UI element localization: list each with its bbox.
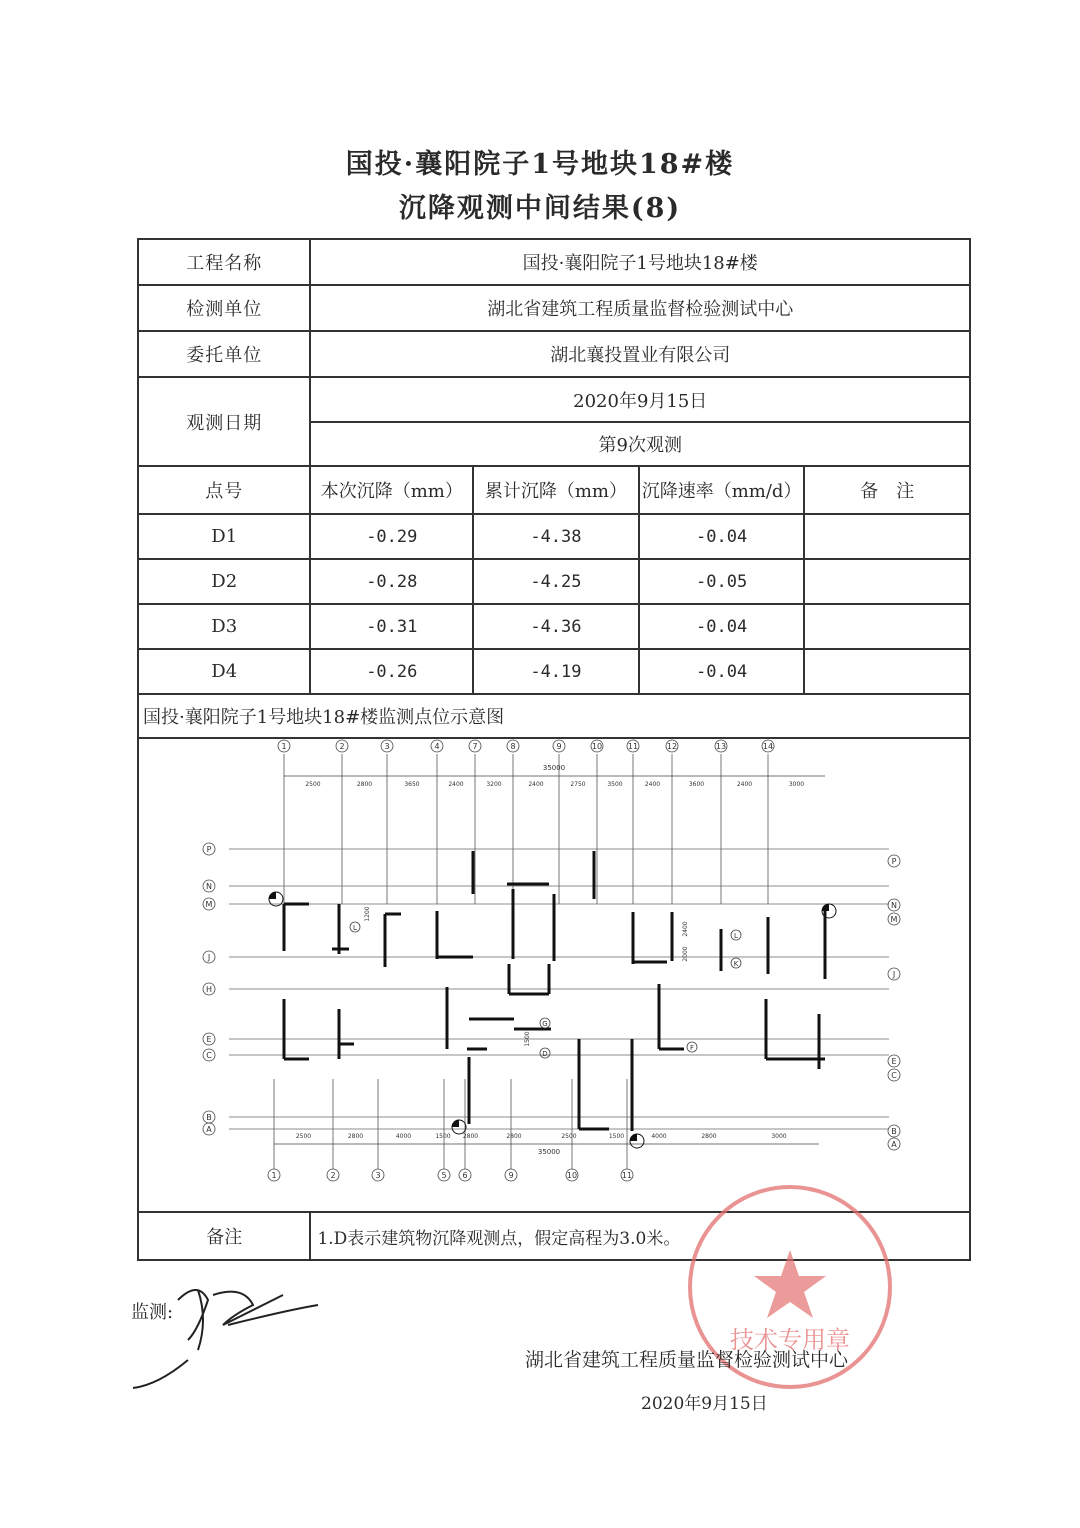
axis-label: B <box>206 1113 212 1122</box>
axis-label: N <box>206 882 212 891</box>
axis-label: 5 <box>441 1171 447 1180</box>
axis-label: P <box>206 845 212 854</box>
axis-label: E <box>206 1035 212 1044</box>
axis-label: 11 <box>621 1171 633 1180</box>
project-label: 工程名称 <box>138 239 310 285</box>
settlement-table <box>137 238 971 1261</box>
plan-title: 国投·襄阳院子1号地块18#楼监测点位示意图 <box>138 694 970 738</box>
current-settlement: -0.28 <box>310 559 473 604</box>
dimension-label: 2400 <box>736 781 753 788</box>
inner-dimension-label: 1500 <box>524 1031 531 1047</box>
inspector-row <box>138 285 970 331</box>
dimension-label: 1500 <box>608 1133 625 1140</box>
dimension-label: 4000 <box>395 1133 412 1140</box>
inner-axis-label: F <box>689 1044 695 1052</box>
project-row <box>138 239 970 285</box>
point-id: D4 <box>138 649 310 694</box>
plan-row <box>138 738 970 1212</box>
col-current: 本次沉降（mm） <box>310 466 473 514</box>
axis-label: N <box>891 901 897 910</box>
axis-label: 9 <box>508 1171 514 1180</box>
axis-label: P <box>891 857 897 866</box>
dimension-label: 2800 <box>356 781 373 788</box>
inner-axis-label: L <box>734 932 738 940</box>
point-id: D1 <box>138 514 310 559</box>
axis-label: H <box>205 985 213 994</box>
dimension-label: 2500 <box>305 781 321 788</box>
inspector-label: 检测单位 <box>138 285 310 331</box>
round-value: 第9次观测 <box>310 422 970 466</box>
axis-label: 11 <box>627 742 639 751</box>
point-note <box>804 559 970 604</box>
floor-plan-cell <box>138 738 970 1212</box>
axis-label: 3 <box>384 742 390 751</box>
remark-text: 1.D表示建筑物沉降观测点，假定高程为3.0米。 <box>310 1212 970 1260</box>
dimension-label: 2800 <box>506 1133 522 1140</box>
dimension-total: 35000 <box>542 764 566 772</box>
inner-dimension-label: 1200 <box>364 906 371 922</box>
dimension-label: 2750 <box>570 781 586 788</box>
axis-label: C <box>891 1071 897 1080</box>
axis-label: 7 <box>472 742 478 751</box>
date-row <box>138 377 970 422</box>
axis-label: 1 <box>281 742 287 751</box>
axis-label: B <box>891 1127 897 1136</box>
axis-label: 8 <box>510 742 516 751</box>
axis-label: 10 <box>591 742 603 751</box>
plan-title-row <box>138 694 970 738</box>
date-label: 观测日期 <box>138 377 310 466</box>
dimension-label: 2400 <box>644 781 661 788</box>
settlement-rate: -0.04 <box>639 604 805 649</box>
settlement-marker-fill <box>452 1120 459 1127</box>
inner-axis-label: D <box>542 1050 548 1058</box>
axis-label: 1 <box>271 1171 277 1180</box>
axis-label: 2 <box>330 1171 336 1180</box>
point-id: D3 <box>138 604 310 649</box>
inspector-value: 湖北省建筑工程质量监督检验测试中心 <box>310 285 970 331</box>
client-value: 湖北襄投置业有限公司 <box>310 331 970 377</box>
dimension-label: 2400 <box>528 781 544 788</box>
dimension-label: 4000 <box>651 1133 667 1140</box>
settlement-rate: -0.04 <box>639 649 805 694</box>
settlement-marker-fill <box>269 892 276 899</box>
axis-label: M <box>890 915 898 924</box>
table-header <box>138 466 970 514</box>
axis-label: 6 <box>462 1171 468 1180</box>
inner-axis-label: L <box>353 924 357 932</box>
dimension-label: 3600 <box>688 781 705 788</box>
current-settlement: -0.29 <box>310 514 473 559</box>
dimension-label: 3500 <box>607 781 623 788</box>
client-label: 委托单位 <box>138 331 310 377</box>
settlement-rate: -0.05 <box>639 559 805 604</box>
table-row <box>138 559 970 604</box>
axis-label: C <box>206 1051 212 1060</box>
point-id: D2 <box>138 559 310 604</box>
client-row <box>138 331 970 377</box>
stamp-footer: 技术专用章 <box>730 1326 850 1354</box>
axis-label: 9 <box>556 742 562 751</box>
dimension-label: 3650 <box>404 781 420 788</box>
axis-label: E <box>891 1057 897 1066</box>
point-note <box>804 604 970 649</box>
dimension-label: 3200 <box>486 781 502 788</box>
date-value: 2020年9月15日 <box>310 377 970 422</box>
settlement-marker-fill <box>630 1134 637 1141</box>
current-settlement: -0.31 <box>310 604 473 649</box>
axis-label: A <box>891 1140 897 1149</box>
report-subtitle: 沉降观测中间结果(8) <box>398 193 682 224</box>
signer-label: 监测: <box>131 1302 174 1323</box>
dimension-label: 2800 <box>347 1133 364 1140</box>
dimension-label: 2400 <box>448 781 464 788</box>
table-row <box>138 604 970 649</box>
remark-label: 备注 <box>138 1212 310 1260</box>
col-total: 累计沉降（mm） <box>473 466 639 514</box>
handwritten-signature <box>128 1270 328 1390</box>
axis-label: 12 <box>666 742 678 751</box>
total-settlement: -4.19 <box>473 649 639 694</box>
axis-label: 10 <box>566 1171 578 1180</box>
dimension-total: 35000 <box>537 1148 561 1156</box>
dimension-label: 2800 <box>462 1133 479 1140</box>
point-note <box>804 649 970 694</box>
inner-axis-label: K <box>733 960 739 968</box>
total-settlement: -4.36 <box>473 604 639 649</box>
col-rate: 沉降速率（mm/d） <box>639 466 805 514</box>
axis-label: 4 <box>434 742 440 751</box>
report-title: 国投·襄阳院子1号地块18#楼 <box>345 149 735 180</box>
col-point: 点号 <box>138 466 310 514</box>
point-note <box>804 514 970 559</box>
issue-date: 2020年9月15日 <box>641 1394 768 1414</box>
axis-label: A <box>206 1125 212 1134</box>
inner-dimension-label: 2400 <box>682 921 689 937</box>
dimension-label: 3000 <box>788 781 805 788</box>
axis-label: 3 <box>375 1171 381 1180</box>
inner-axis-label: G <box>542 1020 548 1028</box>
axis-label: M <box>205 900 213 909</box>
axis-label: J <box>207 953 211 962</box>
floor-plan-diagram <box>139 739 969 1211</box>
inner-dimension-label: 2000 <box>682 946 689 962</box>
dimension-label: 2800 <box>701 1133 717 1140</box>
settlement-marker-fill <box>822 904 829 911</box>
dimension-label: 3000 <box>771 1133 787 1140</box>
dimension-label: 1500 <box>435 1133 451 1140</box>
axis-label: J <box>892 970 896 979</box>
settlement-rate: -0.04 <box>639 514 805 559</box>
axis-label: 14 <box>762 742 774 751</box>
table-row <box>138 514 970 559</box>
table-row <box>138 649 970 694</box>
current-settlement: -0.26 <box>310 649 473 694</box>
col-note: 备 注 <box>804 466 970 514</box>
project-value: 国投·襄阳院子1号地块18#楼 <box>310 239 970 285</box>
dimension-label: 2500 <box>561 1133 577 1140</box>
total-settlement: -4.38 <box>473 514 639 559</box>
total-settlement: -4.25 <box>473 559 639 604</box>
dimension-label: 2500 <box>295 1133 312 1140</box>
issuer-name: 湖北省建筑工程质量监督检验测试中心 <box>525 1349 849 1371</box>
axis-label: 2 <box>339 742 345 751</box>
axis-label: 13 <box>715 742 727 751</box>
